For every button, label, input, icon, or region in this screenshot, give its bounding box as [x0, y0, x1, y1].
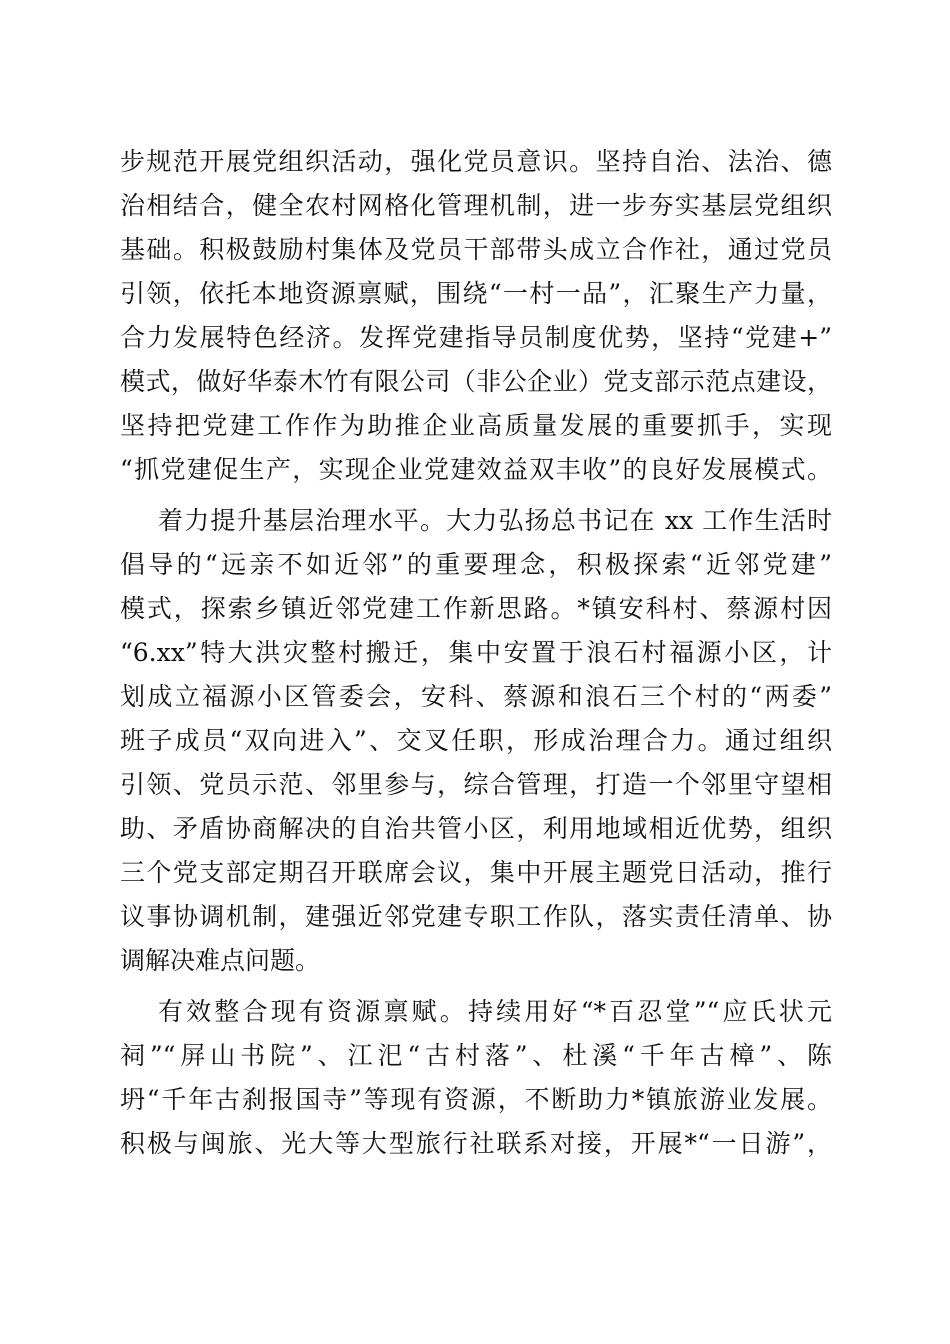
- paragraph-3-line-1: 有效整合现有资源禀赋。持续用好“*百忍堂”“应氏状元: [158, 997, 832, 1026]
- paragraph-spacer: [120, 492, 832, 499]
- paragraph-1-line-7: 坚持把党建工作作为助推企业高质量发展的重要抓手，实现: [120, 411, 832, 440]
- paragraph-1-line-1: 步规范开展党组织活动，强化党员意识。坚持自治、法治、德: [120, 147, 832, 176]
- paragraph-2-line-6: 班子成员“双向进入”、交叉任职，形成治理合力。通过组织: [120, 726, 832, 755]
- paragraph-2-line-5: 划成立福源小区管委会，安科、蔡源和浪石三个村的“两委”: [120, 682, 832, 711]
- paragraph-2-line-2: 倡导的“远亲不如近邻”的重要理念，积极探索“近邻党建”: [120, 550, 832, 579]
- paragraph-2-line-11: 调解决难点问题。: [120, 946, 321, 975]
- paragraph-2-line-7: 引领、党员示范、邻里参与，综合管理，打造一个邻里守望相: [120, 770, 832, 799]
- paragraph-2-line-8: 助、矛盾协商解决的自治共管小区，利用地域相近优势，组织: [120, 814, 832, 843]
- paragraph-spacer: [120, 983, 832, 990]
- paragraph-2-line-1: 着力提升基层治理水平。大力弘扬总书记在 xx 工作生活时: [158, 506, 832, 535]
- paragraph-3-line-2: 祠”“屏山书院”、江汜“古村落”、杜溪“千年古樟”、陈: [120, 1041, 832, 1070]
- paragraph-3-line-4: 积极与闽旅、光大等大型旅行社联系对接，开展*“一日游”，: [120, 1129, 832, 1158]
- paragraph-1-line-8: “抓党建促生产，实现企业党建效益双丰收”的良好发展模式。: [120, 455, 832, 484]
- paragraph-1-line-4: 引领，依托本地资源禀赋，围绕“一村一品”，汇聚生产力量，: [120, 279, 832, 308]
- document-body: [120, 140, 832, 1166]
- paragraph-2-line-10: 议事协调机制，建强近邻党建专职工作队，落实责任清单、协: [120, 902, 832, 931]
- paragraph-2-line-9: 三个党支部定期召开联席会议，集中开展主题党日活动，推行: [120, 858, 832, 887]
- paragraph-1-line-6: 模式，做好华泰木竹有限公司（非公企业）党支部示范点建设，: [120, 367, 832, 396]
- paragraph-1-line-2: 治相结合，健全农村网格化管理机制，进一步夯实基层党组织: [120, 191, 832, 220]
- paragraph-1-line-5: 合力发展特色经济。发挥党建指导员制度优势，坚持“党建+”: [120, 323, 832, 352]
- paragraph-1-line-3: 基础。积极鼓励村集体及党员干部带头成立合作社，通过党员: [120, 235, 832, 264]
- paragraph-3-line-3: 坍“千年古刹报国寺”等现有资源，不断助力*镇旅游业发展。: [120, 1085, 832, 1114]
- paragraph-2-line-3: 模式，探索乡镇近邻党建工作新思路。*镇安科村、蔡源村因: [120, 594, 832, 623]
- paragraph-2-line-4: “6.xx”特大洪灾整村搬迁，集中安置于浪石村福源小区，计: [120, 638, 832, 667]
